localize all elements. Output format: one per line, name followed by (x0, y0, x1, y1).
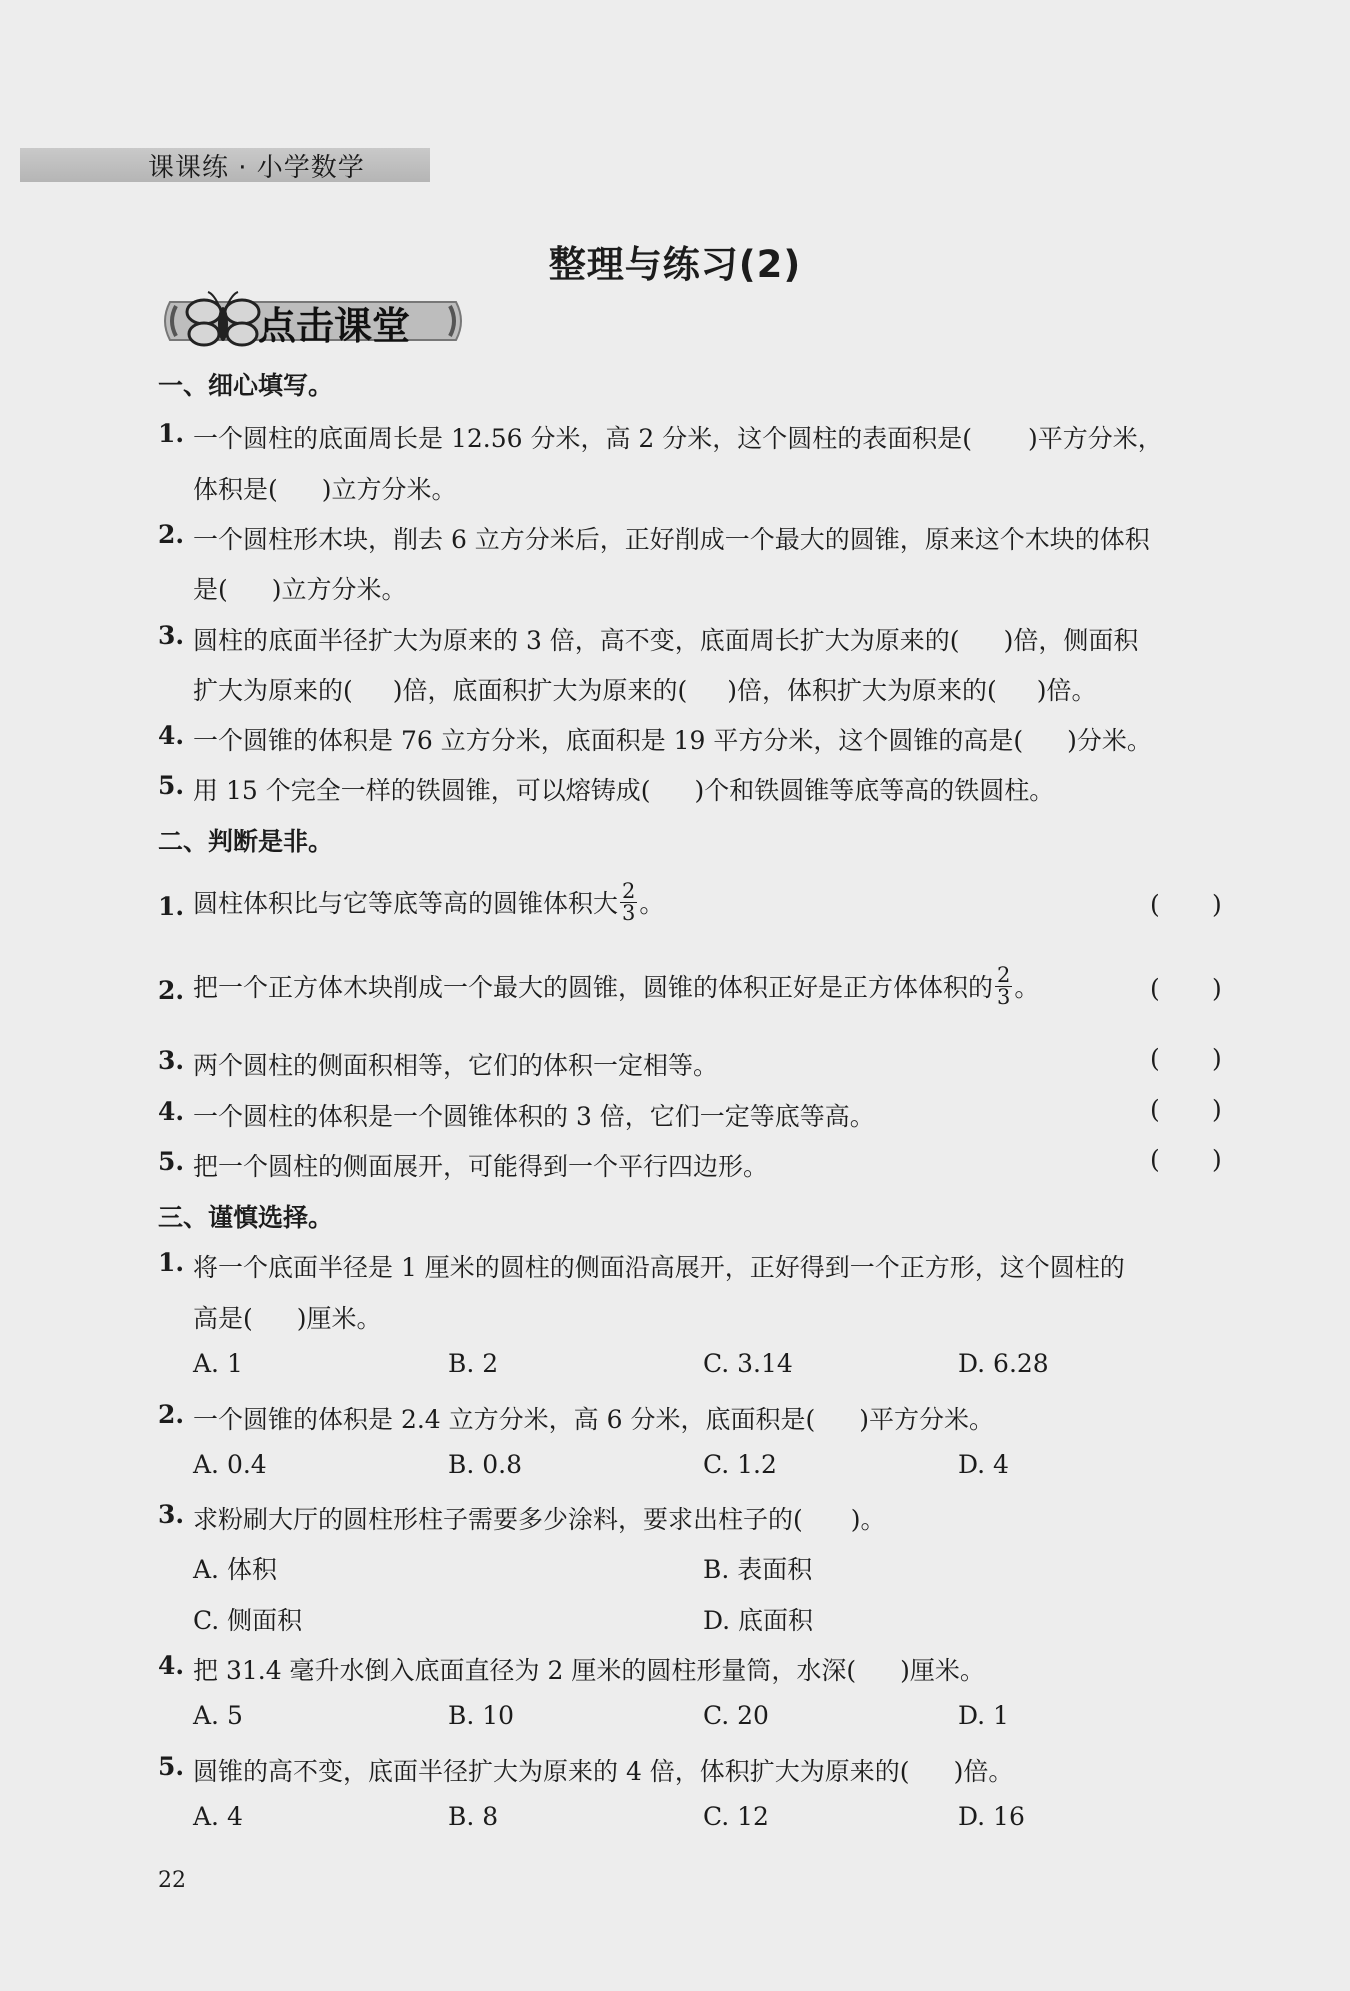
s1-q5-text: 用 15 个完全一样的铁圆锥，可以熔铸成( )个和铁圆锥等底等高的铁圆柱。 (193, 776, 1055, 805)
s1-q1-line1: 一个圆柱的底面周长是 12.56 分米，高 2 分米，这个圆柱的表面积是( )平方分米， (193, 424, 1163, 453)
s3-q1-option-c[interactable]: C. 3.14 (703, 1349, 793, 1378)
fraction-two-thirds: $\frac{2}{3}$ (622, 878, 636, 925)
s3-q3-option-b[interactable]: B. 表面积 (703, 1555, 813, 1584)
section-2-heading: 二、判断是非。 (158, 827, 334, 856)
section-banner-label: 点击课堂 (258, 304, 411, 348)
s2-q2-text: 把一个正方体木块削成一个最大的圆锥，圆锥的体积正好是正方体体积的 $\frac{2}{3}$ 。 (193, 962, 1040, 1009)
s1-q4-text: 一个圆锥的体积是 76 立方分米，底面积是 19 平方分米，这个圆锥的高是( )分米。 (193, 726, 1152, 755)
butterfly-icon (187, 292, 259, 345)
s1-q3-line1: 圆柱的底面半径扩大为原来的 3 倍，高不变，底面周长扩大为原来的( )倍，侧面积 (193, 626, 1139, 655)
s3-q2-number: 2. (158, 1400, 185, 1429)
judgment-paren-open: ( (1150, 1145, 1160, 1174)
judgment-paren-close: ) (1212, 974, 1222, 1003)
s3-q2-text: 一个圆锥的体积是 2.4 立方分米，高 6 分米，底面积是( )平方分米。 (193, 1405, 994, 1434)
section-3-heading: 三、谨慎选择。 (158, 1203, 334, 1232)
judgment-paren-open: ( (1150, 1095, 1160, 1124)
s3-q5-option-d[interactable]: D. 16 (958, 1802, 1025, 1831)
s2-q5-number: 5. (158, 1147, 185, 1176)
s3-q1-option-a[interactable]: A. 1 (193, 1349, 243, 1378)
judgment-paren-close: ) (1212, 1145, 1222, 1174)
s2-q4-number: 4. (158, 1097, 185, 1126)
s3-q5-text: 圆锥的高不变，底面半径扩大为原来的 4 倍，体积扩大为原来的( )倍。 (193, 1757, 1014, 1786)
s2-q4-text: 一个圆柱的体积是一个圆锥体积的 3 倍，它们一定等底等高。 (193, 1102, 875, 1131)
s3-q5-number: 5. (158, 1752, 185, 1781)
s3-q4-option-b[interactable]: B. 10 (448, 1701, 515, 1730)
judgment-paren-close: ) (1212, 1095, 1222, 1124)
s3-q4-option-a[interactable]: A. 5 (193, 1701, 243, 1730)
running-header: 课课练 · 小学数学 (148, 153, 365, 183)
s3-q3-number: 3. (158, 1500, 185, 1529)
s3-q1-number: 1. (158, 1248, 185, 1277)
s3-q3-option-d[interactable]: D. 底面积 (703, 1606, 814, 1635)
judgment-paren-open: ( (1150, 890, 1160, 919)
s3-q3-option-c[interactable]: C. 侧面积 (193, 1606, 303, 1635)
s3-q2-option-d[interactable]: D. 4 (958, 1450, 1009, 1479)
judgment-answer-box[interactable] (1165, 888, 1207, 918)
s3-q1-option-d[interactable]: D. 6.28 (958, 1349, 1049, 1378)
s2-q5-text: 把一个圆柱的侧面展开，可能得到一个平行四边形。 (193, 1152, 769, 1181)
judgment-answer-box[interactable] (1165, 1143, 1207, 1173)
s1-q4-number: 4. (158, 721, 185, 750)
s3-q4-option-d[interactable]: D. 1 (958, 1701, 1009, 1730)
judgment-answer-box[interactable] (1165, 1042, 1207, 1072)
judgment-paren-open: ( (1150, 974, 1160, 1003)
s1-q3-line2: 扩大为原来的( )倍，底面积扩大为原来的( )倍，体积扩大为原来的( )倍。 (193, 676, 1097, 705)
s2-q3-number: 3. (158, 1046, 185, 1075)
s1-q2-line1: 一个圆柱形木块，削去 6 立方分米后，正好削成一个最大的圆锥，原来这个木块的体积 (193, 525, 1150, 554)
judgment-paren-close: ) (1212, 890, 1222, 919)
page-number: 22 (158, 1868, 186, 1893)
judgment-paren-close: ) (1212, 1044, 1222, 1073)
s2-q1-text: 圆柱体积比与它等底等高的圆锥体积大 $\frac{2}{3}$ 。 (193, 878, 665, 925)
s1-q1-number: 1. (158, 419, 185, 448)
section-1-heading: 一、细心填写。 (158, 371, 334, 400)
s3-q3-text: 求粉刷大厅的圆柱形柱子需要多少涂料，要求出柱子的( )。 (193, 1505, 886, 1534)
s1-q3-number: 3. (158, 621, 185, 650)
s1-q2-number: 2. (158, 520, 185, 549)
page-title: 整理与练习(2) (548, 243, 802, 286)
s3-q4-option-c[interactable]: C. 20 (703, 1701, 769, 1730)
s2-q1-number: 1. (158, 892, 185, 921)
fraction-two-thirds: $\frac{2}{3}$ (997, 962, 1011, 1009)
judgment-paren-open: ( (1150, 1044, 1160, 1073)
s3-q5-option-a[interactable]: A. 4 (193, 1802, 243, 1831)
s3-q2-option-a[interactable]: A. 0.4 (193, 1450, 267, 1479)
s2-q2-number: 2. (158, 976, 185, 1005)
s3-q1-line1: 将一个底面半径是 1 厘米的圆柱的侧面沿高展开，正好得到一个正方形，这个圆柱的 (193, 1253, 1125, 1282)
s1-q5-number: 5. (158, 771, 185, 800)
s3-q5-option-b[interactable]: B. 8 (448, 1802, 499, 1831)
s3-q3-option-a[interactable]: A. 体积 (193, 1555, 277, 1584)
s2-q3-text: 两个圆柱的侧面积相等，它们的体积一定相等。 (193, 1051, 719, 1080)
s3-q2-option-c[interactable]: C. 1.2 (703, 1450, 777, 1479)
s3-q4-text: 把 31.4 毫升水倒入底面直径为 2 厘米的圆柱形量筒，水深( )厘米。 (193, 1656, 985, 1685)
s3-q5-option-c[interactable]: C. 12 (703, 1802, 769, 1831)
s1-q1-line2: 体积是( )立方分米。 (193, 475, 457, 504)
s1-q2-line2: 是( )立方分米。 (193, 575, 407, 604)
judgment-answer-box[interactable] (1165, 972, 1207, 1002)
s3-q4-number: 4. (158, 1651, 185, 1680)
s3-q1-option-b[interactable]: B. 2 (448, 1349, 499, 1378)
s3-q1-line2: 高是( )厘米。 (193, 1304, 382, 1333)
judgment-answer-box[interactable] (1165, 1093, 1207, 1123)
s3-q2-option-b[interactable]: B. 0.8 (448, 1450, 523, 1479)
